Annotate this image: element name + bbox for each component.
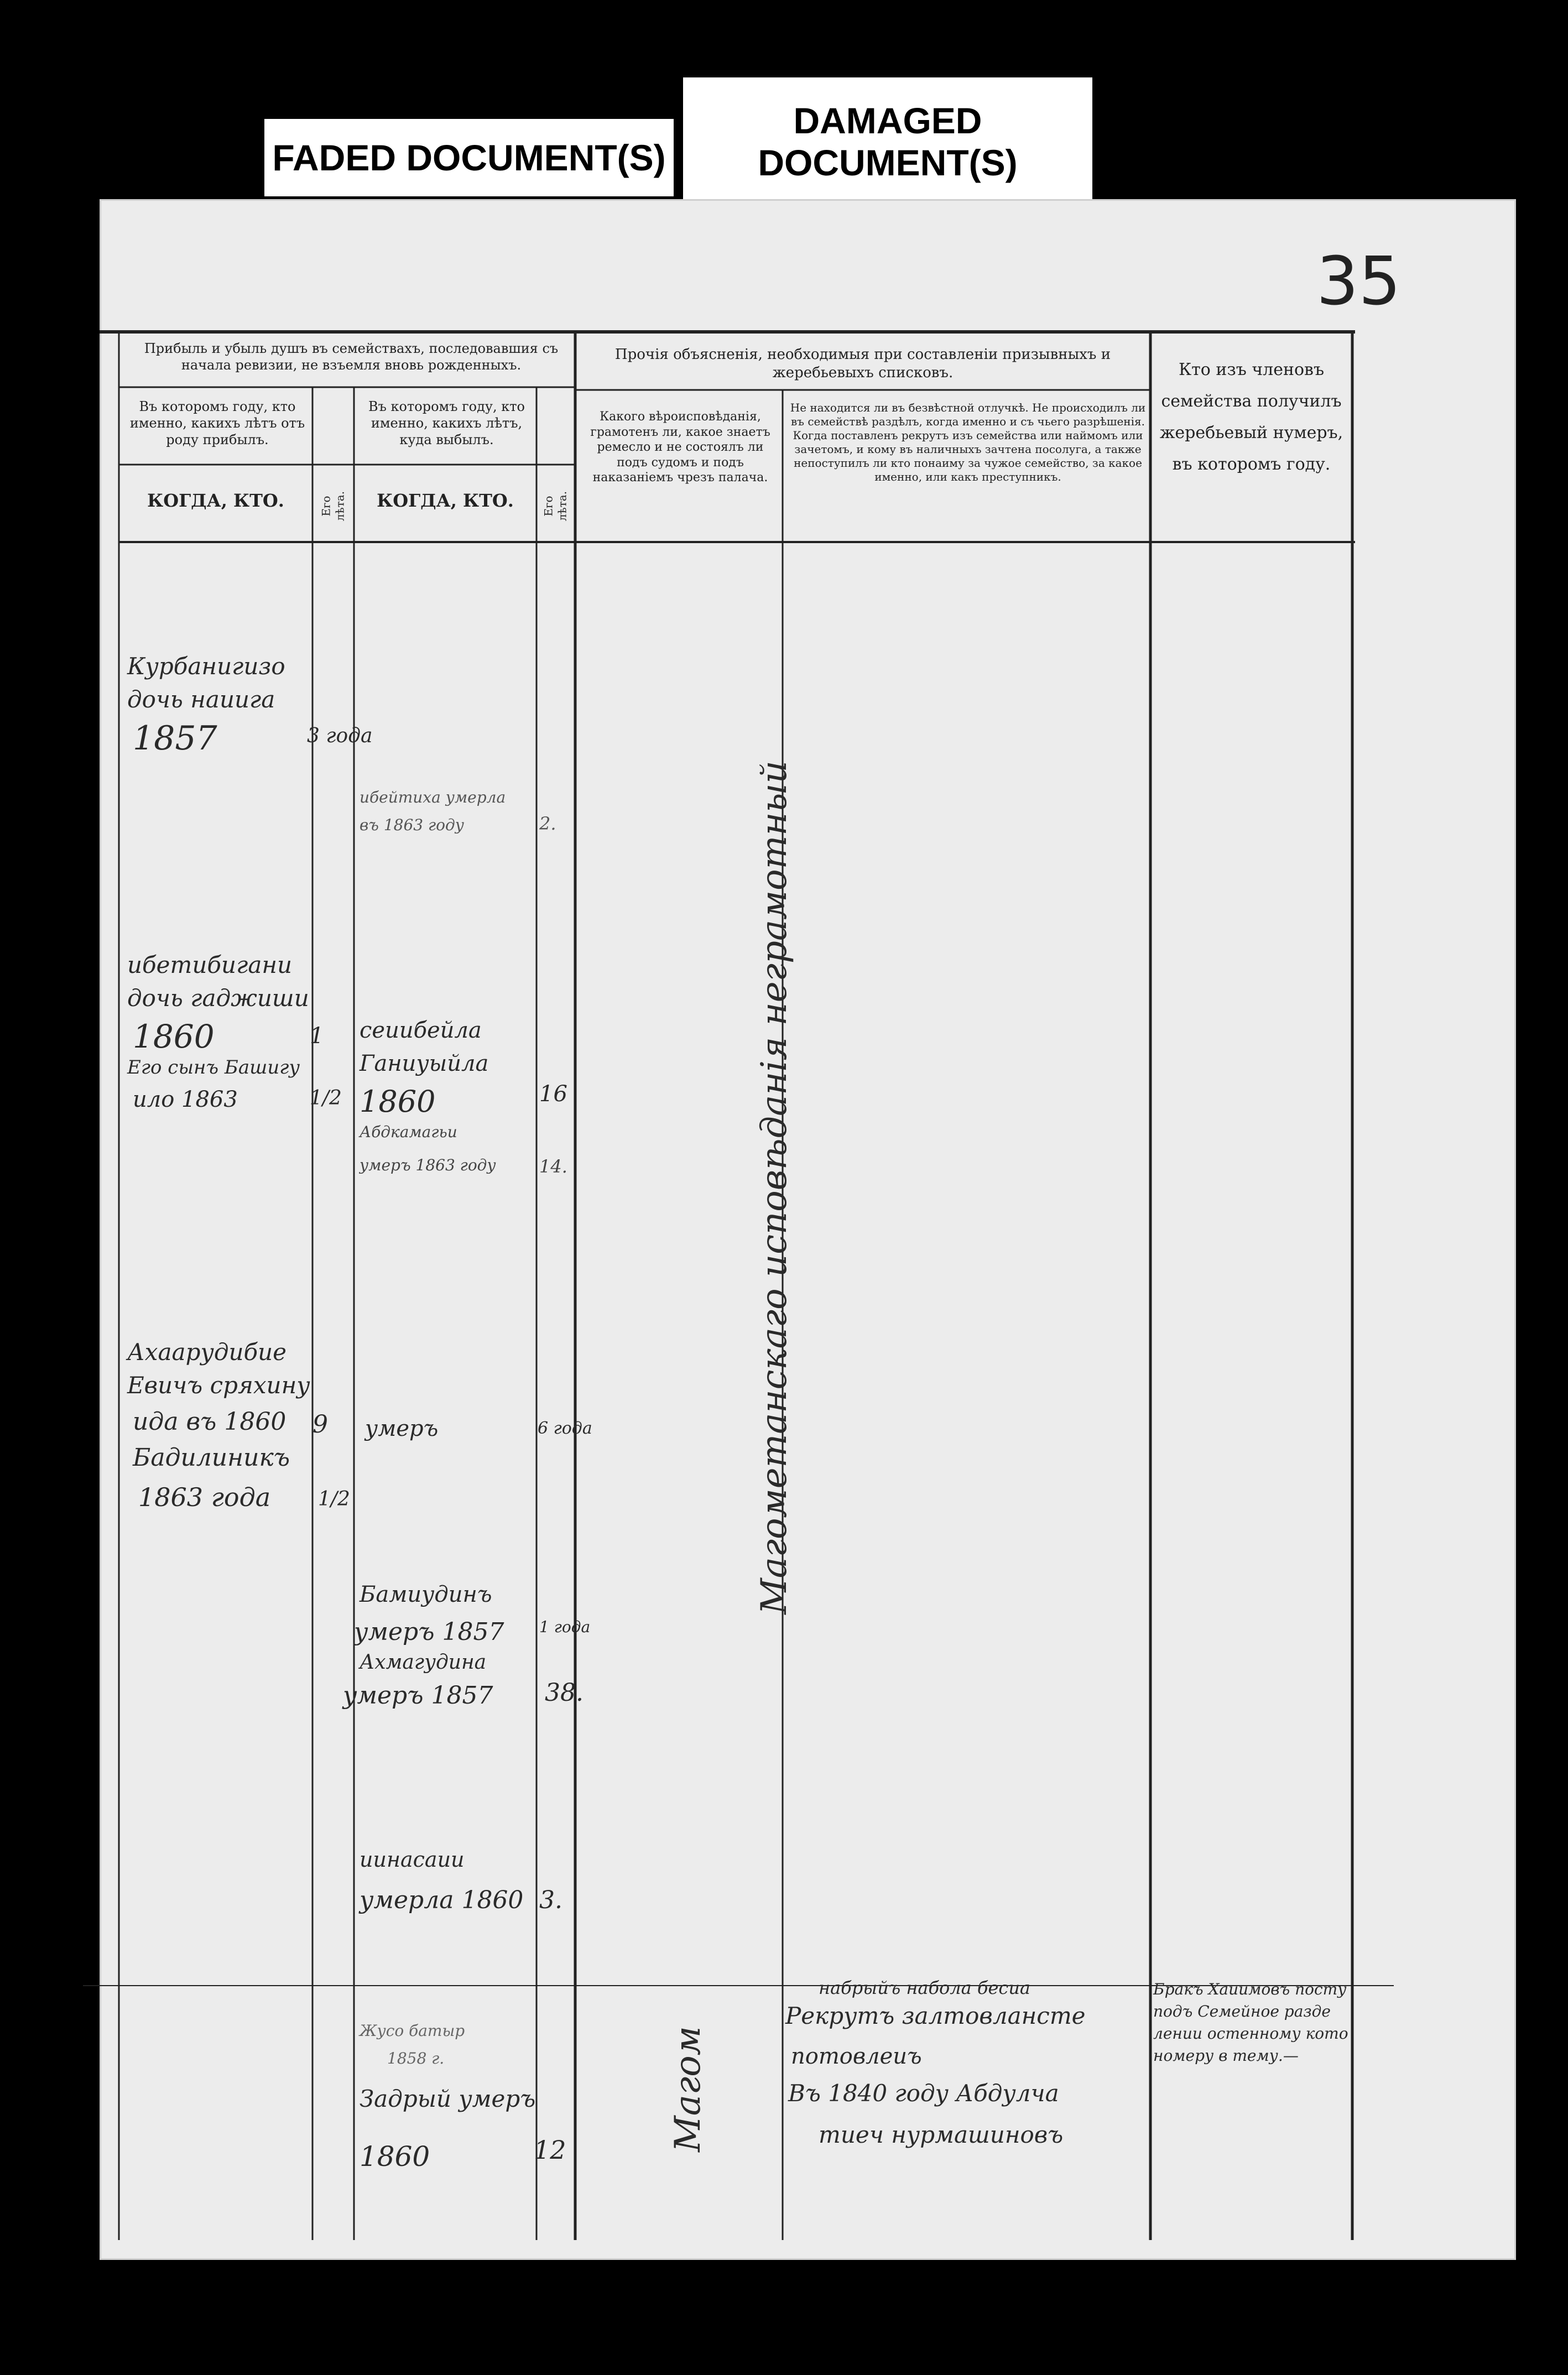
arrival-2-line5: ило 1863 (133, 1087, 238, 1112)
header-arrival-title: Въ которомъ году, кто именно, какихъ лѣтъ отъ роду прибылъ. (129, 399, 305, 447)
departure-2-line5: умеръ 1863 году (360, 1156, 496, 1174)
lottery-line1: Бракъ Хаиимовъ посту (1153, 1980, 1347, 1998)
departure-4-line1: Бамиудинъ (360, 1582, 492, 1607)
arrival-2-year: 1860 (133, 1018, 215, 1055)
header-explanations-title: Прочія объясненія, необходимыя при составленіи призывныхъ и жеребьевыхъ списковъ. (614, 346, 1111, 381)
departure-6-age: 12 (534, 2135, 566, 2165)
header-when-who-2: КОГДА, КТО. (377, 490, 514, 511)
departure-5-line1: иинасаии (360, 1847, 465, 1872)
departure-1-line1: ибейтиха умерла (360, 788, 506, 806)
departure-2-line4: Абдкамагьи (360, 1123, 457, 1141)
absence-line1: набрыйъ набола бесиа (819, 1977, 1030, 1998)
arrival-3-line1: Ахаарудибие (127, 1338, 287, 1366)
header-departure-title: Въ которомъ году, кто именно, какихъ лѣтъ, куда выбылъ. (368, 399, 525, 447)
departure-4-age2: 38. (545, 1679, 584, 1707)
departure-5-age: 3. (539, 1886, 562, 1914)
header-religion-title: Какого вѣроисповѣданія, грамотенъ ли, какое знаетъ ремесло и не состоялъ ли подъ судомъ и подъ наказаніемъ чрезъ палача. (590, 410, 770, 485)
arrival-3-line4: Бадилиникъ (133, 1444, 290, 1472)
arrival-3-line3: ида въ 1860 (133, 1408, 286, 1436)
departure-4-line2: умеръ 1857 (354, 1618, 504, 1646)
header-age-1: Его лѣта. (319, 491, 347, 522)
damaged-label-line2: DOCUMENT(S) (758, 142, 1018, 183)
arrival-3-age2: 1/2 (318, 1488, 350, 1511)
departure-2-age: 16 (539, 1081, 567, 1107)
arrival-3-line5: 1863 года (138, 1482, 271, 1512)
lottery-line4: номеру в тему.— (1153, 2046, 1299, 2065)
religion-vertical-note: Магометанскаго исповѣданія неграмотный (754, 761, 795, 1614)
arrival-2-line1: ибетибигани (127, 951, 293, 978)
departure-4-line3: Ахмагудина (360, 1651, 487, 1674)
departure-1-age: 2. (539, 813, 556, 834)
departure-2-line2: Ганиуыйла (360, 1051, 489, 1076)
religion-bottom-note: Магом (667, 2026, 709, 2152)
departure-6-line4: 1860 (360, 2140, 430, 2173)
arrival-2-line2: дочь гаджиши (127, 985, 309, 1012)
departure-4-age: 1 года (539, 1618, 591, 1636)
departure-3-age: 6 года (538, 1419, 592, 1438)
header-when-who-1: КОГДА, КТО. (147, 490, 284, 511)
arrival-1-age: 3 года (307, 725, 373, 747)
lottery-line2: подъ Семейное разде (1153, 2002, 1331, 2020)
arrival-2-line4: Его сынъ Башигу (127, 1056, 300, 1079)
departure-2-year: 1860 (360, 1084, 436, 1119)
header-age-2: Его лѣта. (541, 491, 569, 522)
arrival-2-age2: 1/2 (310, 1087, 342, 1110)
departure-6-line1: Жусо батыр (360, 2022, 465, 2040)
departure-6-line3: Задрый умеръ (360, 2085, 536, 2112)
departure-2-line1: сеиибейла (360, 1018, 482, 1043)
header-movement-title: Прибыль и убыль душъ въ семействахъ, последовавшия съ начала ревизии, не взъемля вновь рожденныхъ. (144, 341, 559, 373)
header-absence-title: Не находится ли въ безвѣстной отлучкѣ. Не происходилъ ли въ семействѣ раздѣлъ, когда именно и съ чьего разрѣшенія. Когда поставленъ рекрутъ изъ семейства или наймомъ или зачетомъ, и кому въ наличныхъ зачтена посолуга, а также непоступилъ ли кто понаиму за чужое семейство, за какое именно, или какъ преступникъ. (790, 401, 1146, 483)
damaged-label-line1: DAMAGED (793, 100, 982, 141)
arrival-2-age: 1 (310, 1023, 324, 1049)
departure-6-line2: 1858 г. (387, 2049, 445, 2067)
departure-4-line4: умеръ 1857 (343, 1681, 493, 1710)
departure-3-line1: умеръ (365, 1416, 439, 1441)
arrival-3-age: 9 (312, 1410, 328, 1439)
absence-line4: Въ 1840 году Абдулча (788, 2080, 1059, 2107)
arrival-1-line1: Курбанигизо (127, 653, 285, 680)
absence-line5: тиеч нурмашиновъ (819, 2121, 1064, 2148)
page-number: 35 (1316, 243, 1401, 320)
arrival-1-line2: дочь наиига (127, 686, 275, 713)
arrival-1-year: 1857 (133, 719, 217, 758)
lottery-line3: лении остенному кото (1153, 2024, 1348, 2043)
departure-2-age2: 14. (539, 1156, 567, 1177)
faded-label-text: FADED DOCUMENT(S) (272, 137, 666, 178)
departure-5-line2: умерла 1860 (360, 1886, 524, 1914)
header-lottery-title: Кто изъ членовъ семейства получилъ жеребьевый нумеръ, въ которомъ году. (1159, 360, 1343, 474)
departure-1-line2: въ 1863 году (360, 816, 465, 834)
absence-line3: потовлеиъ (791, 2044, 922, 2069)
absence-line2: Рекрутъ залтовлансте (785, 2002, 1086, 2029)
arrival-3-line2: Евичъ сряхину (127, 1372, 310, 1399)
